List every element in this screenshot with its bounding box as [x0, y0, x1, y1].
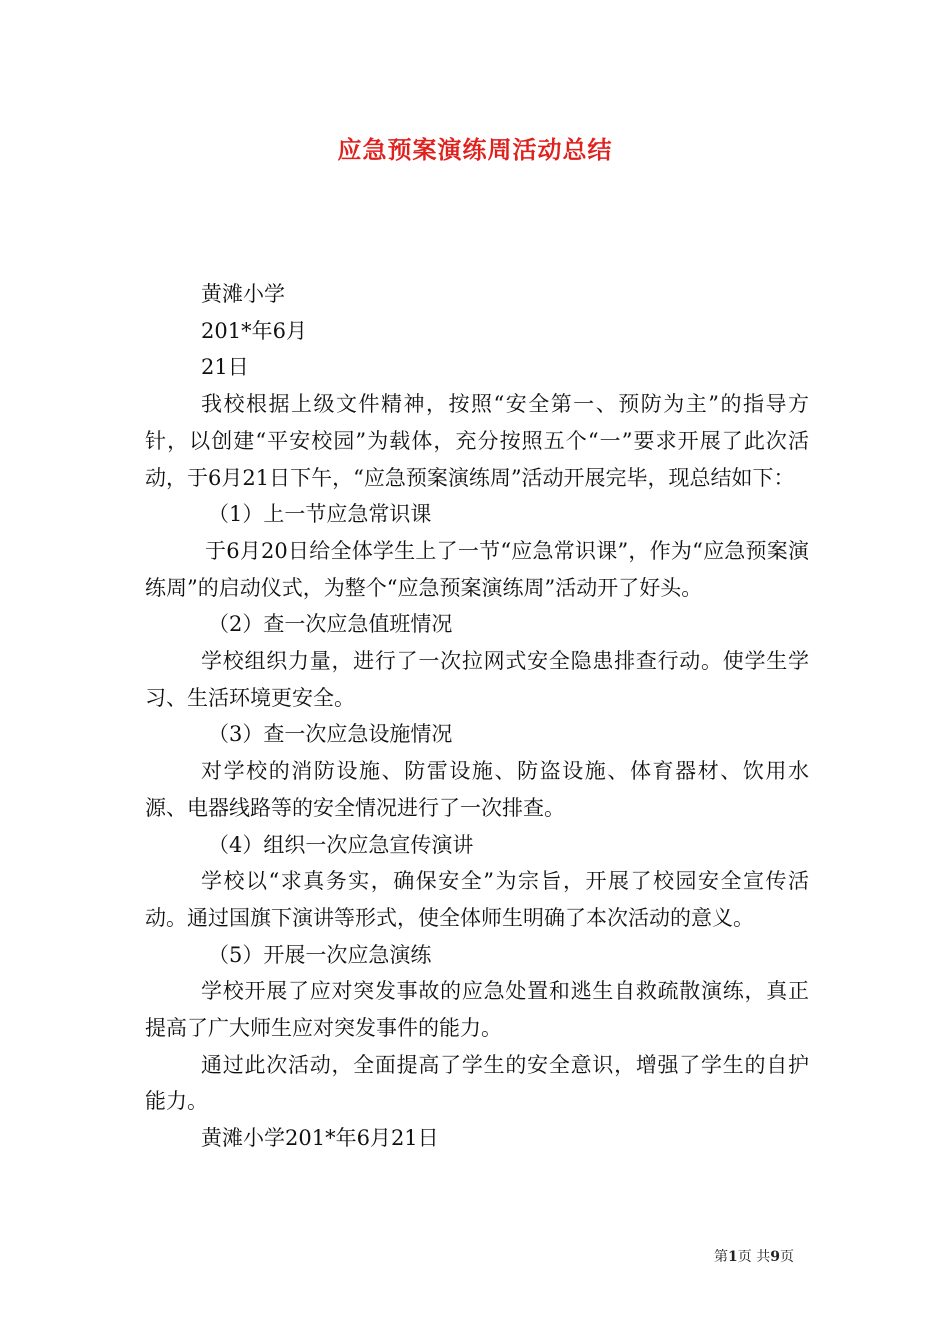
current-page-number: 1	[728, 1249, 738, 1265]
section-heading: （1）上一节应急常识课	[208, 502, 432, 527]
footer-prefix: 第	[714, 1249, 728, 1265]
paragraph: 学校以“求真务实，确保安全”为宗旨，开展了校园安全宣传活动。通过国旗下演讲等形式，使全体师生明确了本次活动的意义。	[145, 869, 809, 930]
document-body	[145, 276, 809, 1157]
paragraph: 学校组织力量，进行了一次拉网式安全隐患排查行动。使学生学习、生活环境更安全。	[145, 649, 809, 710]
paragraph: 学校开展了应对突发事故的应急处置和逃生自救疏散演练，真正提高了广大师生应对突发事件的能力。	[145, 979, 809, 1041]
section-heading: （2）查一次应急值班情况	[208, 612, 453, 637]
section-heading: （5）开展一次应急演练	[208, 942, 432, 967]
paragraph: 通过此次活动，全面提高了学生的安全意识，增强了学生的自护能力。	[145, 1052, 809, 1114]
paragraph: 201*年6月	[201, 318, 307, 343]
paragraph: 黄滩小学	[201, 282, 285, 306]
total-pages-number: 9	[770, 1249, 780, 1265]
section-heading: （4）组织一次应急宣传演讲	[208, 832, 474, 857]
footer-middle: 页 共	[737, 1249, 771, 1265]
signature-line: 黄滩小学201*年6月21日	[201, 1126, 439, 1151]
paragraph: 对学校的消防设施、防雷设施、防盗设施、体育器材、饮用水源、电器线路等的安全情况进行了一次排查。	[145, 759, 809, 820]
document-title: 应急预案演练周活动总结	[337, 135, 613, 164]
paragraph: 21日	[201, 355, 249, 380]
section-heading: （3）查一次应急设施情况	[208, 722, 453, 747]
page-footer	[714, 1246, 794, 1266]
footer-suffix: 页	[779, 1249, 794, 1265]
paragraph: 于6月20日给全体学生上了一节“应急常识课”，作为“应急预案演练周”的启动仪式，为整个“应急预案演练周”活动开了好头。	[145, 538, 809, 600]
paragraph: 我校根据上级文件精神，按照“安全第一、预防为主”的指导方针，以创建“平安校园”为载体，充分按照五个“一”要求开展了此次活动，于6月21日下午，“应急预案演练周”活动开展完毕，现总结如下：	[145, 392, 809, 490]
